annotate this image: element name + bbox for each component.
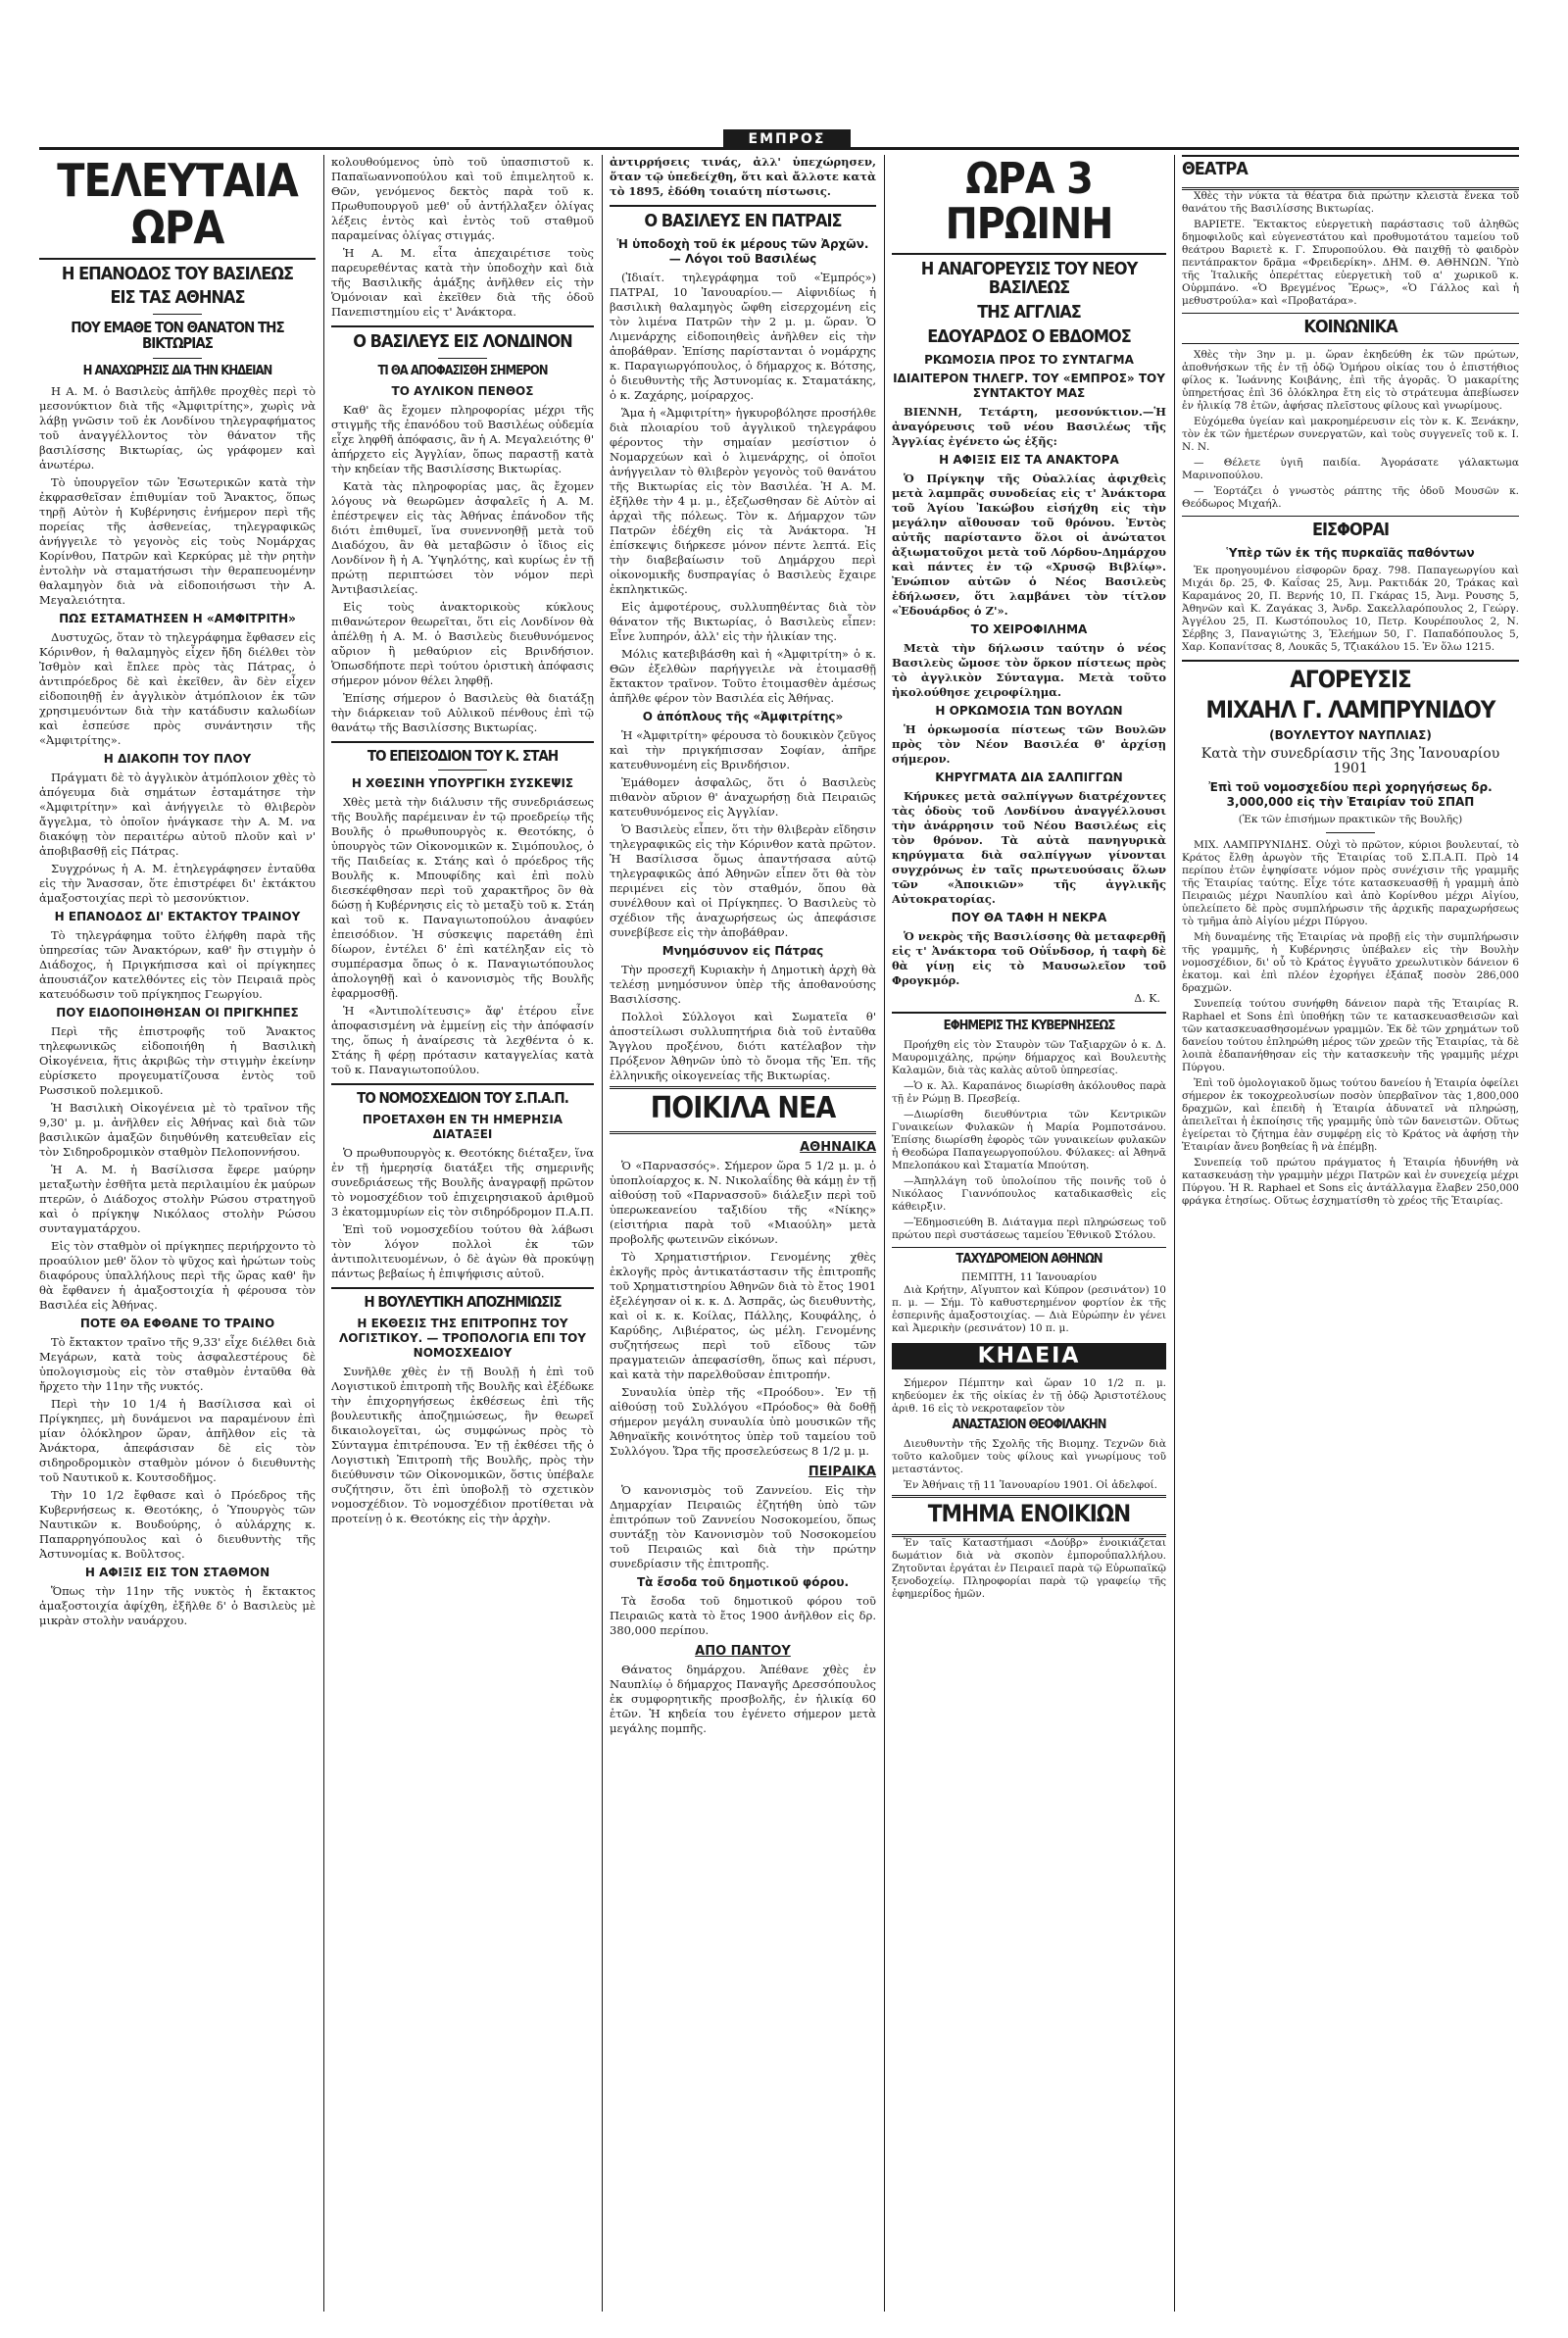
paragraph: ΜΙΧ. ΛΑΜΠΡΥΝΙΔΗΣ. Οὐχὶ τὸ πρῶτον, κύριοι βουλευταί, τὸ Κράτος ἔλθῃ ἀρωγὸν τῆς Ἑταιρίας τοῦ Σ.Π.Α.Π. Πρὸ 14 περίπου ἐτῶν ἐψηφίσατε νόμον πρὸς συνέχισιν τῆς γραμμῆς τῆς Ἑταιρίας ταύτης. Εἶχε τότε κατασκευασθῇ ἡ γραμμὴ ἀπὸ Πειραιῶς μέχρι Ναυπλίου καὶ ἀπὸ Κορίνθου μέχρι Αἰγίου, ὑπελείπετο δὲ πρὸς συμπλήρωσιν τῆς ἀρχικῆς παραχωρήσεως τὸ τμῆμα ἀπὸ Αἰγίου μέχρι Πύργου.: [1182, 839, 1519, 928]
subheading: Τὰ ἔσοδα τοῦ δημοτικοῦ φόρου.: [636, 1575, 850, 1590]
paragraph: Εἰς τοὺς ἀνακτορικοὺς κύκλους πιθανώτερον θεωρεῖται, ὅτι εἰς Λονδίνον θὰ ἀπέλθῃ ἡ Α. Μ. ὁ Βασιλεὺς διευθυνόμενος αὔριον ἢ μεθαύριον εἰς Βρινδήσιον. Ὁπωσδήποτε περὶ τούτου ὁριστικὴ ἀπόφασις σήμερον μόνον θέλει ληφθῇ.: [331, 599, 594, 687]
subheading: ΙΔΙΑΙΤΕΡΟΝ ΤΗΛΕΓΡ. ΤΟΥ «ΕΜΠΡΟΣ» ΤΟΥ ΣΥΝΤΑΚΤΟΥ ΜΑΣ: [893, 371, 1165, 400]
top-rule: [39, 147, 1519, 150]
paragraph: Ὁ Πρίγκηψ τῆς Οὐαλλίας ἀφιχθεὶς μετὰ λαμπρᾶς συνοδείας εἰς τ' Ἀνάκτορα τοῦ Ἁγίου Ἰακώβου εἰσήχθη εἰς τὴν μεγάλην αἴθουσαν τοῦ θρόνου. Ἐντὸς αὐτῆς παρίσταντο ὅλοι οἱ ἀνώτατοι ἀξιωματοῦχοι μετὰ τοῦ Λόρδου-Δημάρχου καὶ πάντες ἐν τῷ «Χρυσῷ Βιβλίῳ». Ἐνώπιον αὐτῶν ὁ Νέος Βασιλεὺς ἐδήλωσεν, ὅτι λαμβάνει τὸν τίτλον «Ἐδουάρδος ὁ Ζ'».: [892, 471, 1166, 618]
banner-funeral: ΚΗΔΕΙΑ: [892, 1343, 1166, 1369]
paragraph: Χθὲς τὴν νύκτα τὰ θέατρα διὰ πρώτην κλειστὰ ἕνεκα τοῦ θανάτου τῆς Βασιλίσσης Βικτωρίας.: [1182, 189, 1519, 215]
paragraph: Ἡ «Ἀντιπολίτευσις» ἄφ' ἑτέρου εἶνε ἀποφασισμένη νὰ ἐμμείνῃ εἰς τὴν ἀπόφασίν της, ὅπως ἡ ἀναίρεσις τὰ λεχθέντα ὁ κ. Στάης ἢ φέρῃ πρότασιν καταγγελίας κατὰ τοῦ κ. Παναγιωτοπούλου.: [331, 1004, 594, 1077]
subheading: ΠΩΣ ΕΣΤΑΜΑΤΗΣΕΝ Η «ΑΜΦΙΤΡΙΤΗ»: [59, 611, 296, 625]
subheading: Η ΟΡΚΩΜΟΣΙΑ ΤΩΝ ΒΟΥΛΩΝ: [935, 703, 1123, 718]
paragraph: Διὰ Κρήτην, Αἴγυπτον καὶ Κύπρον (ρεσινάτον) 10 π. μ. — Σήμ. Τὸ καθυστερημένον φορτίον ἐκ τῆς ἐσπερινῆς ἀμαξοστοιχίας. — Διὰ Εὐρώπην ἐν γένει καὶ Ἀμερικὴν (ρεσινάτον) 10 π. μ.: [892, 1284, 1166, 1335]
subheading: ΚΗΡΥΓΜΑΤΑ ΔΙΑ ΣΑΛΠΙΓΓΩΝ: [935, 770, 1123, 784]
section-everywhere: ΑΠΟ ΠΑΝΤΟΥ: [695, 1644, 791, 1660]
paragraph: — Θέλετε ὑγιῆ παιδία. Ἀγοράσατε γάλακτωμα Μαρινοπούλου.: [1182, 456, 1519, 481]
paragraph: Τὴν 10 1/2 ἔφθασε καὶ ὁ Πρόεδρος τῆς Κυβερνήσεως κ. Θεοτόκης, ὁ Ὑπουργὸς τῶν Ναυτικῶν κ. Βουδούρης, ὁ αὐλάρχης κ. Παπαρρηγόπουλος καὶ ὁ διευθυντὴς τῆς Ἀστυνομίας κ. Βοῦλτσος.: [39, 1487, 316, 1561]
headline-contributions: ΕΙΣΦΟΡΑΙ: [1311, 519, 1390, 540]
paragraph: Συνῆλθε χθὲς ἐν τῇ Βουλῇ ἡ ἐπὶ τοῦ Λογιστικοῦ ἐπιτροπὴ τῆς Βουλῆς καὶ ἐξέδωκε τὴν ἐπιχορηγήσεως ἐκθέσεως ἐπὶ τῆς βουλευτικῆς ἀποζημιώσεως, ἣν θεωρεῖ δικαιολογεῖται, ὡς συμφώνως πρὸς τὸ Σύνταγμα ἐπιτρέπουσα. Ἐν τῇ ἐκθέσει τῆς ὁ Λογιστικὴ Ἐπιτροπὴ τῆς Βουλῆς, πρὸς τὴν διεύθυνσιν τῶν Οἰκονομικῶν, ὅστις ὑπέβαλε συζήτησιν, ὅτι ἐπὶ ὑποβολῇ τὸ σχετικὸν νομοσχέδιον. Τὸ νομοσχέδιον προτίθεται νὰ προτείνῃ ὁ κ. Θεοτόκης εἰς τὴν ἀρχὴν.: [331, 1364, 594, 1525]
subheading: Η ΑΦΙΞΙΣ ΕΙΣ ΤΑ ΑΝΑΚΤΟΡΑ: [939, 452, 1119, 467]
column-2: [331, 155, 594, 2321]
paragraph: Ἡ «Ἀμφιτρίτη» φέρουσα τὸ δουκικὸν ζεῦγος καὶ τὴν πριγκήπισσαν Σοφίαν, ἀπῆρε κατευθυνομένη εἰς Βρινδήσιον.: [610, 727, 876, 771]
paragraph: Ἐν Ἀθήναις τῇ 11 Ἰανουαρίου 1901. Οἱ ἀδελφοί.: [904, 1478, 1157, 1491]
subheading: ΡΚΩΜΟΣΙΑ ΠΡΟΣ ΤΟ ΣΥΝΤΑΓΜΑ: [924, 352, 1134, 367]
paragraph: Ὁ «Παρνασσός». Σήμερον ὥρα 5 1/2 μ. μ. ὁ ὑποπλοίαρχος κ. Ν. Νικολαΐδης θὰ κάμῃ ἐν τῇ αἰθούσῃ τοῦ «Παρνασσοῦ» διάλεξιν περὶ τοῦ ὑπερωκεανείου ταξιδίου τῆς «Νίκης» (εἰσιτήρια παρὰ τοῦ «Μιαούλη» μετὰ προβολῆς φωτεινῶν εἰκόνων.: [610, 1159, 876, 1247]
subheading: ΠΟΤΕ ΘΑ ΕΦΘΑΝΕ ΤΟ ΤΡΑΙΝΟ: [79, 1316, 275, 1330]
paragraph: Τὴν προσεχῆ Κυριακὴν ἡ Δημοτικὴ ἀρχὴ θὰ τελέσῃ μνημόσυνον ὑπὲρ τῆς ἀποθανούσης Βασιλίσσης.: [610, 962, 876, 1006]
column-divider: [323, 155, 324, 2312]
subheading: Ἡ ὑποδοχὴ τοῦ ἐκ μέρους τῶν Ἀρχῶν. — Λόγοι τοῦ Βασιλέως: [616, 236, 869, 266]
subheading: ΤΟ ΧΕΙΡΟΦΙΛΗΜΑ: [970, 622, 1088, 636]
headline-various-news: ΠΟΙΚΙΛΑ ΝΕΑ: [650, 1090, 836, 1125]
paragraph: Ἐν ταῖς Καταστήμασι «Δούβρ» ἐνοικιάζεται δωμάτιον διὰ νὰ σκοπὸν ἐμποροΰπαλλήλου. Ζητοῦνται ἐργάται ἐν Πειραιεῖ παρὰ τῷ Εὐρωπαϊκῷ ξενοδοχείῳ. Πληροφορίαι παρὰ τῷ γραφείῳ τῆς ἐφημερίδος ἡμῶν.: [892, 1537, 1166, 1601]
paragraph: Ἐπίσης σήμερον ὁ Βασιλεὺς θὰ διατάξῃ τὴν διάρκειαν τοῦ Αὐλικοῦ πένθους ἐπὶ τῷ θανάτῳ τῆς Βασιλίσσης Βικτωρίας.: [331, 690, 594, 734]
paragraph: Τὸ ἔκτακτον τραῖνο τῆς 9,33' εἶχε διέλθει διὰ Μεγάρων, κατὰ τοὺς ἀσφαλεστέρους δὲ ὑπολογισμοὺς εἰς τὸν σταθμὸν ἐνταῦθα θὰ ἤρχετο τὴν 11ην τῆς νυκτός.: [39, 1334, 316, 1393]
subheading: ΤΟ ΑΥΛΙΚΟΝ ΠΕΝΘΟΣ: [391, 383, 534, 398]
paragraph: Κατὰ τὰς πληροφορίας μας, ἃς ἔχομεν λόγους νὰ θεωρῶμεν ἀσφαλεῖς ἡ Α. Μ. ἐπέστρεψεν εἰς τὰς Ἀθήνας ἐπάνοδον τῆς διότι ἐπιθυμεῖ, ἵνα συνεννοηθῇ μετὰ τοῦ Διαδόχου, ἂν θὰ μεταβῶσιν ὁ ἴδιος εἰς Λονδίνον ἢ ἡ Α. Ὑψηλότης, καὶ κυρίως ἐν τῇ πρώτῃ περιπτώσει τὸν νόμον περὶ Ἀντιβασιλείας.: [331, 478, 594, 596]
session-date: Κατὰ τὴν συνεδρίασιν τῆς 3ης Ἰανουαρίου 1901: [1200, 746, 1500, 777]
paragraph: Πράγματι δὲ τὸ ἀγγλικὸν ἀτμόπλοιον χθὲς τὸ ἀπόγευμα διὰ σημάτων ἐσταμάτησε τὴν «Ἀμφιτρίτην» καὶ ἀνήγγειλε τὸ θλιβερὸν ἄγγελμα, τὸ ὁποῖον ἠνάγκασε τὴν Α. Μ. να διακόψῃ τὸν περαιτέρω αὐτοῦ πλοῦν καὶ ν' ἀποβιβασθῇ εἰς Πάτρας.: [39, 770, 316, 858]
subheading: Η ΔΙΑΚΟΠΗ ΤΟΥ ΠΛΟΥ: [103, 751, 252, 766]
paragraph: Συνεπείᾳ τούτου συνήφθη δάνειον παρὰ τῆς Ἑταιρίας R. Raphael et Sons ἐπὶ ὑποθήκῃ τῶν τε κατασκευασθεισῶν καὶ τῶν κατασκευασθησομένων γραμμῶν. Ἐκ δὲ τῶν χρημάτων τοῦ δανείου τούτου ἐπληρώθη μέρος τῶν χρεῶν τῆς Ἑταιρίας, τὰ δὲ λοιπὰ ἐδαπανήθησαν εἰς τὴν κατασκευὴν τῆς γραμμῆς μέχρι Πύργου.: [1182, 998, 1519, 1074]
subheading: Η ΑΦΙΞΙΣ ΕΙΣ ΤΟΝ ΣΤΑΘΜΟΝ: [84, 1565, 270, 1579]
headline-compensation: Η ΒΟΥΛΕΥΤΙΚΗ ΑΠΟΖΗΜΙΩΣΙΣ: [364, 1293, 562, 1312]
paragraph: Περὶ τὴν 10 1/4 ἡ Βασίλισσα καὶ οἱ Πρίγκηπες, μὴ δυνάμενοι να παραμένουν ἐπὶ μίαν ὁλόκληρον ὥραν, ἀπῆλθον εἰς τὰ Ἀνάκτορα, ἀπεφάσισαν δὲ εἰς τὸν σιδηροδρομικὸν σταθμὸν μόνον ὁ διευθυντὴς τοῦ Ναυτικοῦ κ. Κουτσοδῆμος.: [39, 1396, 316, 1484]
headline-king-patras: Ο ΒΑΣΙΛΕΥΣ ΕΝ ΠΑΤΡΑΙΣ: [644, 211, 842, 231]
paragraph: Καθ' ἃς ἔχομεν πληροφορίας μέχρι τῆς στιγμῆς τῆς ἐπανόδου τοῦ Βασιλέως οὐδεμία εἶχε ληφθῆ ἀπόφασις, ἂν ἡ Α. Μεγαλειότης θ' ἀπήρχετο εἰς Ἀγγλίαν, ὅπως παραστῇ κατὰ τὴν κηδείαν τῆς Βασιλίσσης Βικτωρίας.: [331, 402, 594, 475]
column-4: [892, 155, 1166, 2321]
paragraph: Ἐμάθομεν ἀσφαλῶς, ὅτι ὁ Βασιλεὺς πιθανὸν αὔριον θ' ἀναχωρήσῃ διὰ Πειραιῶς κατευθυνόμενος εἰς Ἀγγλίαν.: [610, 774, 876, 819]
column-3: [610, 155, 876, 2321]
paragraph: Συναυλία ὑπὲρ τῆς «Προόδου». Ἐν τῇ αἰθούσῃ τοῦ Συλλόγου «Πρόοδος» θὰ δοθῇ σήμερον μεγάλη συναυλία ὑπὸ μουσικῶν τῆς Ἀθηναϊκῆς κοινότητος ὑπὲρ τοῦ ταμείου τοῦ Συλλόγου. Ὥρα τῆς προσελεύσεως 8 1/2 μ. μ.: [610, 1385, 876, 1459]
deceased-name: ΑΝΑΣΤΑΣΙΟΝ ΘΕΟΦΙΛΑΚΗΝ: [952, 1418, 1106, 1433]
headline-post-office: ΤΑΧΥΔΡΟΜΕΙΟΝ ΑΘΗΝΩΝ: [956, 1251, 1102, 1267]
headline-rentals: ΤΜΗΜΑ ΕΝΟΙΚΙΩΝ: [927, 1499, 1131, 1527]
paragraph: Τὸ ὑπουργεῖον τῶν Ἐσωτερικῶν κατὰ τὴν ἐκφρασθεῖσαν ἐπιθυμίαν τοῦ Ἄνακτος, ὅπως τηρῇ Αὐτὸν ἡ Κυβέρνησις ἐνήμερον περὶ τῆς πορείας τῆς ἀσθενείας, τηλεγραφικῶς ἀνήγγειλε τὸ γεγονὸς εἰς τοὺς Νομάρχας Κορίνθου, Πατρῶν καὶ Κερκύρας μὲ τὴν ρητὴν ἐντολὴν νὰ σταματήσωσι τὴν θεραπευομένην θαλαμηγὸν διὰ νὰ εἰδοποιήσωσι τὴν Α. Μεγαλειότητα.: [39, 474, 316, 607]
headline-proclamation: Η ΑΝΑΓΟΡΕΥΣΙΣ ΤΟΥ ΝΕΟΥ ΒΑΣΙΛΕΩΣ: [920, 259, 1138, 299]
headline-last-hour: ΤΕΛΕΥΤΑΙΑ ΩΡΑ: [57, 155, 298, 255]
section-piraeus: ΠΕΙΡΑΙΚΑ: [808, 1465, 876, 1480]
paragraph: Ἡ Α. Μ. εἶτα ἀπεχαιρέτισε τοὺς παρευρεθέντας κατὰ τὴν ὑποδοχὴν καὶ διὰ τῆς Βασιλικῆς ἁμάξης ἀνῆλθεν εἰς τὴν Ὁμόνοιαν καὶ ἐκεῖθεν διὰ τῆς ὁδοῦ Πανεπιστημίου εἰς τ' Ἀνάκτορα.: [331, 246, 594, 319]
headline-staes-episode: ΤΟ ΕΠΕΙΣΟΔΙΟΝ ΤΟΥ Κ. ΣΤΑΗ: [367, 746, 559, 765]
paragraph: Ὁ Βασιλεὺς εἶπεν, ὅτι τὴν θλιβερὰν εἴδησιν τηλεγραφικῶς εἰς τὴν Κόρινθον κατὰ πρῶτον. Ἡ Βασίλισσα ὅμως ἀπαντήσασα αὐτῷ τηλεγραφικῶς ἀπό Ἀθηνῶν εἶπεν ὅτι θὰ τὸν περιμένει εἰς τὸν σταθμόν, ὅπου θὰ συνέλθουν καὶ οἱ Πρίγκηπες. Ὁ Βασιλεὺς τὸ σχέδιον τῆς ἀναχωρήσεως ὡς ἀπεφάσισε συνεβίβεσε εἰς τὴν ἀποβάθραν.: [610, 821, 876, 939]
column-1: [39, 155, 316, 2321]
headline-departure: Η ΑΝΑΧΩΡΗΣΙΣ ΔΙΑ ΤΗΝ ΚΗΔΕΙΑΝ: [82, 363, 272, 378]
paragraph: Μετὰ τὴν δήλωσιν ταύτην ὁ νέος Βασιλεὺς ὤμοσε τὸν ὅρκον πίστεως πρὸς τὸ ἀγγλικὸν Σύνταγμα. Μετὰ τοῦτο ἠκολούθησε χειροφίλημα.: [892, 640, 1166, 699]
speaker-name: ΜΙΧΑΗΛ Γ. ΛΑΜΠΡΥΝΙΔΟΥ: [1205, 695, 1495, 723]
source-note: (Ἐκ τῶν ἐπισήμων πρακτικῶν τῆς Βουλῆς): [1238, 814, 1463, 826]
paragraph: Τὰ ἔσοδα τοῦ δημοτικοῦ φόρου τοῦ Πειραιῶς κατὰ τὸ ἔτος 1900 ἀνῆλθον εἰς δρ. 380,000 περίπου.: [610, 1594, 876, 1638]
paragraph: —Ἐδημοσιεύθη Β. Διάταγμα περὶ πληρώσεως τοῦ πρώτου περὶ συστάσεως ταμείου Ἐθνικοῦ Στόλου.: [892, 1216, 1166, 1241]
paragraph: — Ἑορτάζει ὁ γνωστὸς ράπτης τῆς ὁδοῦ Μουσῶν κ. Θεόδωρος Μιχαήλ.: [1182, 484, 1519, 510]
paragraph: Εὐχόμεθα ὑγείαν καὶ μακροημέρευσιν εἰς τὸν κ. Κ. Ξενάκην, τὸν ἐκ τῶν ἡμετέρων συνεργατῶν, καὶ τοὺς συγγενεῖς τοῦ κ. Ι. Ν. Ν.: [1182, 415, 1519, 453]
paragraph: Χθὲς μετὰ τὴν διάλυσιν τῆς συνεδριάσεως τῆς Βουλῆς παρέμειναν ἐν τῷ προεδρείῳ τῆς Βουλῆς ὁ πρωθυπουργὸς κ. Θεοτόκης, ὁ ὑπουργὸς τῶν Οἰκονομικῶν κ. Σιμόπουλος, ὁ τῆς Παιδείας κ. Στάης καὶ ὁ πρόεδρος τῆς Βουλῆς κ. Μπουφίδης καὶ ἐπὶ πολὺ διεσκέφθησαν περὶ τοῦ χαρακτῆρος ὃν θὰ δώσῃ ἡ Κυβέρνησις εἰς τὸ μεταξὺ τοῦ κ. Στάη καὶ τοῦ κ. Παναγιωτοπούλου ἀναφύεν ἐπεισόδιον. Ἡ σύσκεψις παρετάθη ἐπὶ δίωρον, ἐντέλει δ' ἐπὶ κατέληξαν εἰς τὸ συμπέρασμα ὅπως ὁ κ. Παναγιωτόπουλος ἀπολογηθῇ καὶ ὁ κανονισμὸς τῆς Βουλῆς ἐφαρμοσθῇ.: [331, 795, 594, 1001]
paragraph: ἀντιρρήσεις τινάς, ἀλλ' ὑπεχώρησεν, ὅταν τῷ ὑπεδείχθη, ὅτι καὶ ἄλλοτε κατὰ τὸ 1895, ἐδόθη τοιαύτη πίστωσις.: [610, 155, 876, 198]
paragraph: Ἐπὶ τοῦ νομοσχεδίου τούτου θὰ λάβωσι τὸν λόγον πολλοὶ ἐκ τῶν ἀντιπολιτευομένων, ὁ δὲ ἀγὼν θὰ προκύψῃ πάντως βεβαίως ἡ ἐπιψήφισις αὐτοῦ.: [331, 1222, 594, 1281]
column-divider: [602, 155, 603, 2312]
paragraph: Μὴ δυναμένης τῆς Ἑταιρίας νὰ προβῇ εἰς τὴν συμπλήρωσιν τῆς γραμμῆς, ἡ Κυβέρνησις ὑπέβαλεν εἰς τὴν Βουλὴν νομοσχέδιον, δι' οὗ τὸ Κράτος ἐγγυᾶτο χρεωλυτικὸν δάνειον 6 ἑκατομ. καὶ ἐπὶ πλέον ἐχορήγει ἐξάπαξ ποσὸν 286,000 δραχμῶν.: [1182, 931, 1519, 995]
paragraph: Πολλοὶ Σύλλογοι καὶ Σωματεῖα θ' ἀποστείλωσι συλλυπητήρια διὰ τοῦ ἐνταῦθα Ἄγγλου προξένου, διότι κατέλαβον τὴν Πρόξενον Ἀθηνῶν ὑπὸ τὸ ὄνομα τῆς Ἐπ. τῆς ἐλληνικῆς οἰκογενείας τῆς Βικτωρίας.: [610, 1009, 876, 1082]
headline-edward: ΕΔΟΥΑΡΔΟΣ Ο ΕΒΔΟΜΟΣ: [927, 326, 1131, 348]
signature: Δ. Κ.: [1134, 991, 1160, 1005]
paragraph: Ἅμα ἡ «Ἀμφιτρίτη» ἠγκυροβόλησε προσήλθε διὰ πλοιαρίου τοῦ ἀγγλικοῦ τηλεγράφου φέροντος τὴν σημαίαν μεσίστιον ὁ Νομαρχεύων καὶ ὁ λιμενάρχης, οἱ ὁποῖοι ἀνήγγειλαν τὸ θλιβερὸν γεγονὸς τοῦ θανάτου τῆς Βικτωρίας εἰς τὸν Βασιλέα. Ἡ Α. Μ. ἐξῆλθε τὴν 4 μ. μ., ἐξεζωσθησαν δὲ Αὐτὸν αἱ ἀρχαὶ τῆς πόλεως. Τὸν κ. Δήμαρχον τῶν Πατρῶν ἐδέχθη εἰς τὰ Ἀνάκτορα. Ἡ ἐπίσκεψις διήρκεσε μόνον πέντε λεπτά. Εἰς τὴν διαβεβαίωσιν τοῦ Δημάρχου περὶ οἰκονομικῆς δυσπραγίας ὁ Βασιλεὺς ἔχαιρε ἐκπληκτικῶς.: [610, 405, 876, 596]
speaker-region: (ΒΟΥΛΕΥΤΟΥ ΝΑΥΠΛΙΑΣ): [1269, 728, 1432, 743]
subheading: Μνημόσυνον εἰς Πάτρας: [662, 943, 824, 958]
paragraph: Ὅπως τὴν 11ην τῆς νυκτὸς ἡ ἔκτακτος ἀμαξοστοιχία ἀφίχθη, ἐξῆλθε δ' ὁ Βασιλεὺς μὲ μικρὰν στολὴν ναυάρχου.: [39, 1583, 316, 1627]
paragraph: Συγχρόνως ἡ Α. Μ. ἐτηλεγράφησεν ἐνταῦθα εἰς τὴν Ἄνασσαν, ὅτε ἐπιστρέφει δι' ἐκτάκτου ἀμαξοστοιχίας περὶ τὸ μεσονύκτιον.: [39, 861, 316, 905]
column-5: [1182, 155, 1519, 2321]
paragraph: —Ὁ κ. Ἀλ. Καραπάνος διωρίσθη ἀκόλουθος παρὰ τῇ ἐν Ρώμῃ Β. Πρεσβείᾳ.: [892, 1079, 1166, 1105]
section-athens: ΑΘΗΝΑΙΚΑ: [800, 1140, 876, 1156]
paragraph: Περὶ τῆς ἐπιστροφῆς τοῦ Ἄνακτος τηλεφωνικῶς εἰδοποιήθη ἡ Βασιλικὴ Οἰκογένεια, ἥτις ἀκριβῶς τὴν στιγμὴν ἐκείνην εὑρίσκετο προγευματίζουσα ἐντὸς τοῦ Ρωσσικοῦ πολεμικοῦ.: [39, 1023, 316, 1097]
headline-social: ΚΟΙΝΩΝΙΚΑ: [1303, 316, 1397, 337]
paragraph: —Ἀπηλλάγη τοῦ ὑπολοίπου τῆς ποινῆς τοῦ ὁ Νικόλαος Γιαννόπουλος καταδικασθεὶς εἰς κάθειρξιν.: [892, 1174, 1166, 1213]
paragraph: Συνεπείᾳ τοῦ πρώτου πράγματος ἡ Ἑταιρία ἠδυνήθη νὰ κατασκευάσῃ τὴν γραμμὴν μέχρι Πατρῶν καὶ ἐν συνεχείᾳ μέχρι Πύργου. Ἡ R. Raphael et Sons εἰς ἀντάλλαγμα ἔλαβεν 250,000 φράγκα ἐτησίως. Οὕτως ἐσχηματίσθη τὸ χρέος τῆς Ἑταιρίας.: [1182, 1157, 1519, 1208]
headline-3am: ΩΡΑ 3 ΠΡΩΙΝΗ: [945, 155, 1113, 250]
paragraph: Ἐκ προηγουμένου εἰσφορῶν δραχ. 798. Παπαγεωργίου καὶ Μιχάι δρ. 25, Φ. Καΐσας 25, Ἀνμ. Ρακτιδάκ 20, Τράκας καὶ Καραμάνος 20, Π. Βερνής 10, Π. Γκάρας 15, Ἀνμ. Ρουσης 5, Ἀθηνῶν καὶ Κ. Ζαγάκας 3, Ἀνδρ. Σακελλαρόπουλος 2, Γεώργ. Ἀγγέλου 25, Π. Κωστόπουλος 10, Πετρ. Κουρέπουλος 2, Ν. Σέρβης 3, Παναγιώτης 3, Ἐλεήμων 50, Γ. Παπαδόπουλος 5, Χαρ. Κοπανίτσας 8, Λουκᾶς 5, Τζιακάλου 15. Ἐν ὅλω 1215.: [1182, 564, 1519, 653]
paragraph: Κήρυκες μετὰ σαλπίγγων διατρέχοντες τὰς ὁδοὺς τοῦ Λονδίνου ἀναγγέλλουσι τὴν ἀνάρρησιν τοῦ Νέου Βασιλέως εἰς τὸν θρόνον. Τὰ αὐτὰ πανηγυρικὰ κηρύγματα διὰ σαλπίγγων γίνονται συγχρόνως ἐν ταῖς πρωτευούσαις ὅλων τῶν «Ἀποικιῶν» τῆς ἀγγλικῆς Αὐτοκρατορίας.: [892, 788, 1166, 906]
subheading: Ο ἀπόπλους τῆς «Ἀμφιτρίτης»: [642, 709, 844, 723]
paragraph: Ἡ ὁρκωμοσία πίστεως τῶν Βουλῶν πρὸς τὸν Νέον Βασιλέα θ' ἀρχίσῃ σήμερον.: [892, 721, 1166, 766]
subheading: Ὑπὲρ τῶν ἐκ τῆς πυρκαϊᾶς παθόντων: [1226, 545, 1475, 560]
paragraph: Εἰς τὸν σταθμὸν οἱ πρίγκηπες περιήρχοντο τὸ προαύλιον μεθ' ὅλον τὸ ψῦχος καὶ ἠρώτων τοὺς διαφόρους ὑπαλλήλους περὶ τῆς ὥρας καθ' ἣν θὰ ἔφθανεν ἡ ἀμαξοστοιχία ἡ φέρουσα τὸν Βασιλέα εἰς Ἀθήνας.: [39, 1238, 316, 1312]
paragraph: Ὁ κανονισμὸς τοῦ Ζαννείου. Εἰς τὴν Δημαρχίαν Πειραιῶς ἐζητήθη ὑπὸ τῶν ἐπιτρόπων τοῦ Ζαννείου Νοσοκομείου, ὅπως συντάξῃ τὸν Κανονισμὸν τοῦ Νοσοκομείου τοῦ Πειραιῶς καὶ διὰ τὴν πρώτην συνεδρίασιν τῆς ἐπιτροπῆς.: [610, 1483, 876, 1571]
headline-england: ΤΗΣ ΑΓΓΛΙΑΣ: [977, 302, 1081, 323]
paragraph: Χθὲς τὴν 3ην μ. μ. ὥραν ἐκηδεύθη ἐκ τῶν πρώτων, ἀποθνήσκων τῆς ἐν τῇ ὁδῷ Ὁμήρου οἰκίας του ὁ ἐπιστήθιος φίλος κ. Ἰωάννης Κοιβάνης, ἐπὶ τῆς ἀγορᾶς. Ὁ μακαρίτης ὑπηρετήσας ἐπὶ 36 ὁλόκληρα ἔτη εἰς τὸ στράτευμα ἀπεβίωσεν ἐν ἡλικίᾳ 78 ἐτῶν, ἀφήσας πλεῖστους φίλους καὶ γνωρίμους.: [1182, 348, 1519, 412]
paragraph: Τὸ τηλεγράφημα τοῦτο ἐλήφθη παρὰ τῆς ὑπηρεσίας τῶν Ἀνακτόρων, καθ' ἣν στιγμὴν ὁ Διάδοχος, ἡ Πριγκήπισσα καὶ οἱ πρίγκηπες ἀπουσιάζον κατελθόντες εἰς τὸν Πειραιᾶ πρὸς κατευόδωσιν τοῦ πρίγκηπος Γεωργίου.: [39, 927, 316, 1001]
headline-theatres: ΘΕΑΤΡΑ: [1182, 159, 1248, 179]
headline-speech: ΑΓΟΡΕΥΣΙΣ: [1290, 665, 1411, 693]
subheading: ΠΟΥ ΕΙΔΟΠΟΙΗΘΗΣΑΝ ΟΙ ΠΡΙΓΚΗΠΕΣ: [56, 1005, 299, 1020]
subheading: Η ΕΠΑΝΟΔΟΣ ΔΙ' ΕΚΤΑΚΤΟΥ ΤΡΑΙΝΟΥ: [54, 909, 301, 923]
headline-king-return: Η ΕΠΑΝΟΔΟΣ ΤΟΥ ΒΑΣΙΛΕΩΣ: [61, 263, 294, 284]
headline-king-london: Ο ΒΑΣΙΛΕΥΣ ΕΙΣ ΛΟΝΔΙΝΟΝ: [353, 331, 572, 352]
headline-spap-bill: ΤΟ ΝΟΜΟΣΧΕΔΙΟΝ ΤΟΥ Σ.Π.Α.Π.: [357, 1089, 568, 1108]
headline-decided-today: ΤΙ ΘΑ ΑΠΟΦΑΣΙΣΘΗ ΣΗΜΕΡΟΝ: [377, 363, 548, 378]
column-divider: [884, 155, 885, 2312]
paragraph: Ὁ πρωθυπουργὸς κ. Θεοτόκης διέταξεν, ἵνα ἐν τῇ ἡμερησίᾳ διατάξει τῆς σημερινῆς συνεδριάσεως τῆς Βουλῆς ἀναγραφῇ πρῶτον τὸ νομοσχέδιον τοῦ ἐπιχειρησιακοῦ ἀριθμοῦ 3 ἐκατομμυρίων εἰς τὸν σιδηρόδρομον Π.Α.Π.: [331, 1146, 594, 1219]
subheading: ΠΡΟΕΤΑΧΘΗ ΕΝ ΤΗ ΗΜΕΡΗΣΙΑ ΔΙΑΤΑΞΕΙ: [362, 1113, 564, 1142]
paragraph: Ὁ νεκρὸς τῆς Βασιλίσσης θὰ μεταφερθῇ εἰς τ' Ἀνάκτορα τοῦ Οὐΐνδσορ, ἡ ταφὴ δὲ θὰ γίνῃ εἰς τὸ Μαυσωλεῖον τοῦ Φρογκμόρ.: [892, 928, 1166, 987]
paragraph: —Διωρίσθη διευθύντρια τῶν Κεντρικῶν Γυναικείων Φυλακῶν ἡ Μαρία Ρομποτσάνου. Ἐπίσης διωρίσθη ἐφορὸς τῶν γυναικείων φυλακῶν ἡ Θεοδώρα Παπαγεωργοπούλου. Φύλακες: αἱ Ἀθηνᾶ Μπελοπάκου καὶ Σταματία Μπούτση.: [892, 1108, 1166, 1171]
subheading: Η ΧΘΕΣΙΝΗ ΥΠΟΥΡΓΙΚΗ ΣΥΣΚΕΨΙΣ: [351, 776, 574, 791]
masthead: ΕΜΠΡΟΣ: [723, 129, 851, 149]
paragraph: Δυστυχῶς, ὅταν τὸ τηλεγράφημα ἔφθασεν εἰς Κόρινθον, ἡ θαλαμηγὸς εἶχεν ἤδη διέλθει τὸν Ἰσθμὸν καὶ ἔπλεε πρὸς τὰς Πάτρας, ὁ ἀντιπρόεδρος δὲ καὶ ἐκεῖθεν, ἂν δὲν εἶχεν εἰδοποιηθῇ ἐν ἀγγλικὸν ἀτμόπλοιον ἐκ τῶν χρησιμευόντων διὰ τὴν κατάδυσιν καλωδίων καὶ ἐσπεύσε πρὸς συνάντησιν τῆς «Ἀμφιτρίτης».: [39, 629, 316, 747]
paragraph: Τὸ Χρηματιστήριον. Γενομένης χθὲς ἐκλογῆς πρὸς ἀντικατάστασιν τῆς ἐπιτροπῆς τοῦ Χρηματιστηρίου Ἀθηνῶν διὰ τὸ ἔτος 1901 ἐξελέγησαν οἱ κ. κ. Δ. Ἀσπρᾶς, ὡς διευθυντὴς, καὶ οἱ κ. κ. Κοίλας, Πάλλης, Κουφάλης, ὁ Καρύδης, Λιβιέρατος, ὡς μέλη. Γενομένης συζητήσεως περὶ τοῦ εἴδους τῶν πραγματειῶν ἀπεφασίσθη, ὅπως καὶ πέρυσι, καὶ κατὰ τὴν παρελθοῦσαν ἐπιτροπήν.: [610, 1250, 876, 1382]
headline-gazette: ΕΦΗΜΕΡΙΣ ΤΗΣ ΚΥΒΕΡΝΗΣΕΩΣ: [943, 1018, 1115, 1033]
headline-where-learned: ΠΟΥ ΕΜΑΘΕ ΤΟΝ ΘΑΝΑΤΟΝ ΤΗΣ ΒΙΚΤΩΡΙΑΣ: [71, 319, 284, 353]
paragraph: Ἡ Α. Μ. ἡ Βασίλισσα ἔφερε μαύρην μεταξωτὴν ἐσθῆτα μετὰ περιλαιμίου ἐκ μαύρων πτερῶν, ὁ Διάδοχος στολὴν Ρώσου στρατηγοῦ καὶ ὁ πρίγκηψ Νικόλαος στολὴν Ρώσου συνταγματάρχου.: [39, 1162, 316, 1235]
subheading: Ἐπὶ τοῦ νομοσχεδίου περὶ χορηγήσεως δρ. 3,000,000 εἰς τὴν Ἑταιρίαν τοῦ ΣΠΑΠ: [1208, 780, 1493, 810]
paragraph: (Ἰδιαίτ. τηλεγράφημα τοῦ «Ἐμπρός») ΠΑΤΡΑΙ, 10 Ἰανουαρίου.— Αἰφνιδίως ἡ βασιλικὴ θαλαμηγὸς ὤφθη εἰσερχομένη εἰς τὸν λιμένα Πατρῶν τὴν 2 μ. μ. ὥραν. Ὁ Λιμενάρχης εἰδοποιηθεὶς ἀνῆλθεν εἰς τὴν ἀποβάθραν. Ἐπίσης παρίστανται ὁ νομάρχης κ. Παραγιωργόπουλος, ὁ δήμαρχος κ. Βότσης, ὁ διευθυντὴς τῆς Ἀστυνομίας κ. Σταματάκης, ὁ κ. Ζαχάρης, μοίραρχος.: [610, 270, 876, 402]
paragraph: Προήχθη εἰς τὸν Σταυρὸν τῶν Ταξιαρχῶν ὁ κ. Δ. Μαυρομιχάλης, πρῴην δήμαρχος καὶ Βουλευτὴς Καλαμῶν, διὰ τὰς καλὰς αὐτοῦ ὑπηρεσίας.: [892, 1038, 1166, 1076]
paragraph: Διευθυντὴν τῆς Σχολῆς τῆς Βιομηχ. Τεχνῶν διὰ τοῦτο καλοῦμεν τοὺς φίλους καὶ γνωρίμους τοῦ μεταστάντος.: [892, 1437, 1166, 1475]
paragraph: ΒΙΕΝΝΗ, Τετάρτη, μεσονύκτιον.—Ἡ ἀναγόρευσις τοῦ νέου Βασιλέως τῆς Ἀγγλίας ἐγένετο ὡς ἑξῆς:: [892, 404, 1166, 448]
column-divider: [1174, 155, 1175, 2312]
paragraph: Ἐπὶ τοῦ ὁμολογιακοῦ ὅμως τούτου δανείου ἡ Ἑταιρία ὀφείλει σήμερον ἐκ τοκοχρεολυσίων ποσὸν ὑπερβαῖνον τὰς 1,800,000 δραχμῶν, καὶ ἐπειδὴ ἡ Ἑταιρία ἀδυνατεῖ νὰ πληρώσῃ, ἀπειλεῖται ἡ ἐκποίησις τῆς γραμμῆς ὑπὸ τῶν δανειστῶν. Οὕτως ἐγείρεται τὸ ζήτημα ἐὰν συμφέρῃ εἰς τὸ Κράτος νὰ ἀφήσῃ τὴν Ἑταιρίαν ἄνευ βοηθείας ἢ νὰ ἐπέμβῃ.: [1182, 1077, 1519, 1154]
paragraph: Σήμερον Πέμπτην καὶ ὥραν 10 1/2 π. μ. κηδεύομεν ἐκ τῆς οἰκίας ἐν τῇ ὁδῷ Ἀριστοτέλους ἀριθ. 16 εἰς τὸ νεκροταφεῖον τὸν: [892, 1377, 1166, 1416]
headline-to-athens: ΕΙΣ ΤΑΣ ΑΘΗΝΑΣ: [110, 287, 245, 309]
subheading: Η ΕΚΘΕΣΙΣ ΤΗΣ ΕΠΙΤΡΟΠΗΣ ΤΟΥ ΛΟΓΙΣΤΙΚΟΥ. — ΤΡΟΠΟΛΟΓΙΑ ΕΠΙ ΤΟΥ ΝΟΜΟΣΧΕΔΙΟΥ: [339, 1316, 586, 1360]
paragraph: κολουθούμενος ὑπὸ τοῦ ὑπασπιστοῦ κ. Παπαϊωαννοπούλου καὶ τοῦ ἐπιμελητοῦ κ. Θῶν, γενόμενος δεκτὸς παρὰ τοῦ κ. Πρωθυπουργοῦ μεθ' οὗ ἀντήλλαξεν ὀλίγας λέξεις ἐντὸς καὶ ἐντὸς τοῦ σταθμοῦ παραμείνας ὀλίγας στιγμάς.: [331, 155, 594, 242]
paragraph: ΒΑΡΙΕΤΕ. Ἔκτακτος εὐεργετικὴ παράστασις τοῦ ἀληθῶς δημοφιλοῦς καὶ εὐγενεστάτου καὶ προθυμοτάτου ταμείου τοῦ θεάτρου Βαριετὲ κ. Γ. Σπυροπούλου. Θὰ παιχθῇ τὸ φαιδρὸν πεντάπρακτον δρᾶμα «Φρειδερίκη». ΔΗΜ. Θ. ΑΘΗΝΩΝ. Ὑπὸ τῆς Ἰταλικῆς ὀπερέττας εὐεργετικὴ τοῦ α' χωρικοῦ κ. Οὑρμπάνο. «Ὁ Βρεγμένος Ἔρως», «Ὁ Γάλλος καὶ ἡ μεθυστρούλα» καὶ «Προβατάρα».: [1182, 218, 1519, 307]
paragraph: Εἰς ἀμφοτέρους, συλλυπηθέντας διὰ τὸν θάνατον τῆς Βικτωρίας, ὁ Βασιλεὺς εἶπεν: Εἶνε λυπηρόν, ἀλλ' εἰς τὴν ἡλικίαν της.: [610, 599, 876, 643]
paragraph: Θάνατος δημάρχου. Ἀπέθανε χθὲς ἐν Ναυπλίῳ ὁ δήμαρχος Παναγῆς Δρεσσόπουλος ἐκ συμφορητικῆς προσβολῆς, ἐν ἡλικίᾳ 60 ἐτῶν. Ἡ κηδεία του ἐγένετο σήμερον μετὰ μεγάλης πομπῆς.: [610, 1663, 876, 1736]
paragraph: Η Α. Μ. ὁ Βασιλεὺς ἀπῆλθε προχθὲς περὶ τὸ μεσονύκτιον διὰ τῆς «Ἀμφιτρίτης», χωρὶς νὰ λάβῃ γνῶσιν τοῦ ἐκ Λονδίνου τηλεγραφήματος τοῦ ἀναγγέλλοντος τὸν θάνατον τῆς βασιλίσσης Βικτωρίας, ὡς γράφομεν καὶ ἀνωτέρω.: [39, 383, 316, 472]
paragraph: Ἡ Βασιλικὴ Οἰκογένεια μὲ τὸ τραῖνον τῆς 9,30' μ. μ. ἀνῆλθεν εἰς Ἀθήνας καὶ διὰ τῶν βασιλικῶν ἁμαξῶν διηυθύνθη κατευθεῖαν εἰς τὸν Σιδηροδρομικὸν σταθμὸν Πελοποννήσου.: [39, 1100, 316, 1159]
subheading: ΠΟΥ ΘΑ ΤΑΦΗ Η ΝΕΚΡΑ: [951, 910, 1107, 924]
post-date: ΠΕΜΠΤΗ, 11 Ἰανουαρίου: [961, 1271, 1097, 1284]
paragraph: Μόλις κατεβιβάσθη καὶ ἡ «Ἀμφιτρίτη» ὁ κ. Θῶν ἐξελθὼν παρήγγειλε νὰ ἑτοιμασθῇ ἔκτακτον τραῖνον. Τοῦτο ἑτοιμασθὲν ἀμέσως ἀπῆλθε φέρον τὸν Βασιλέα εἰς Ἀθήνας.: [610, 646, 876, 705]
